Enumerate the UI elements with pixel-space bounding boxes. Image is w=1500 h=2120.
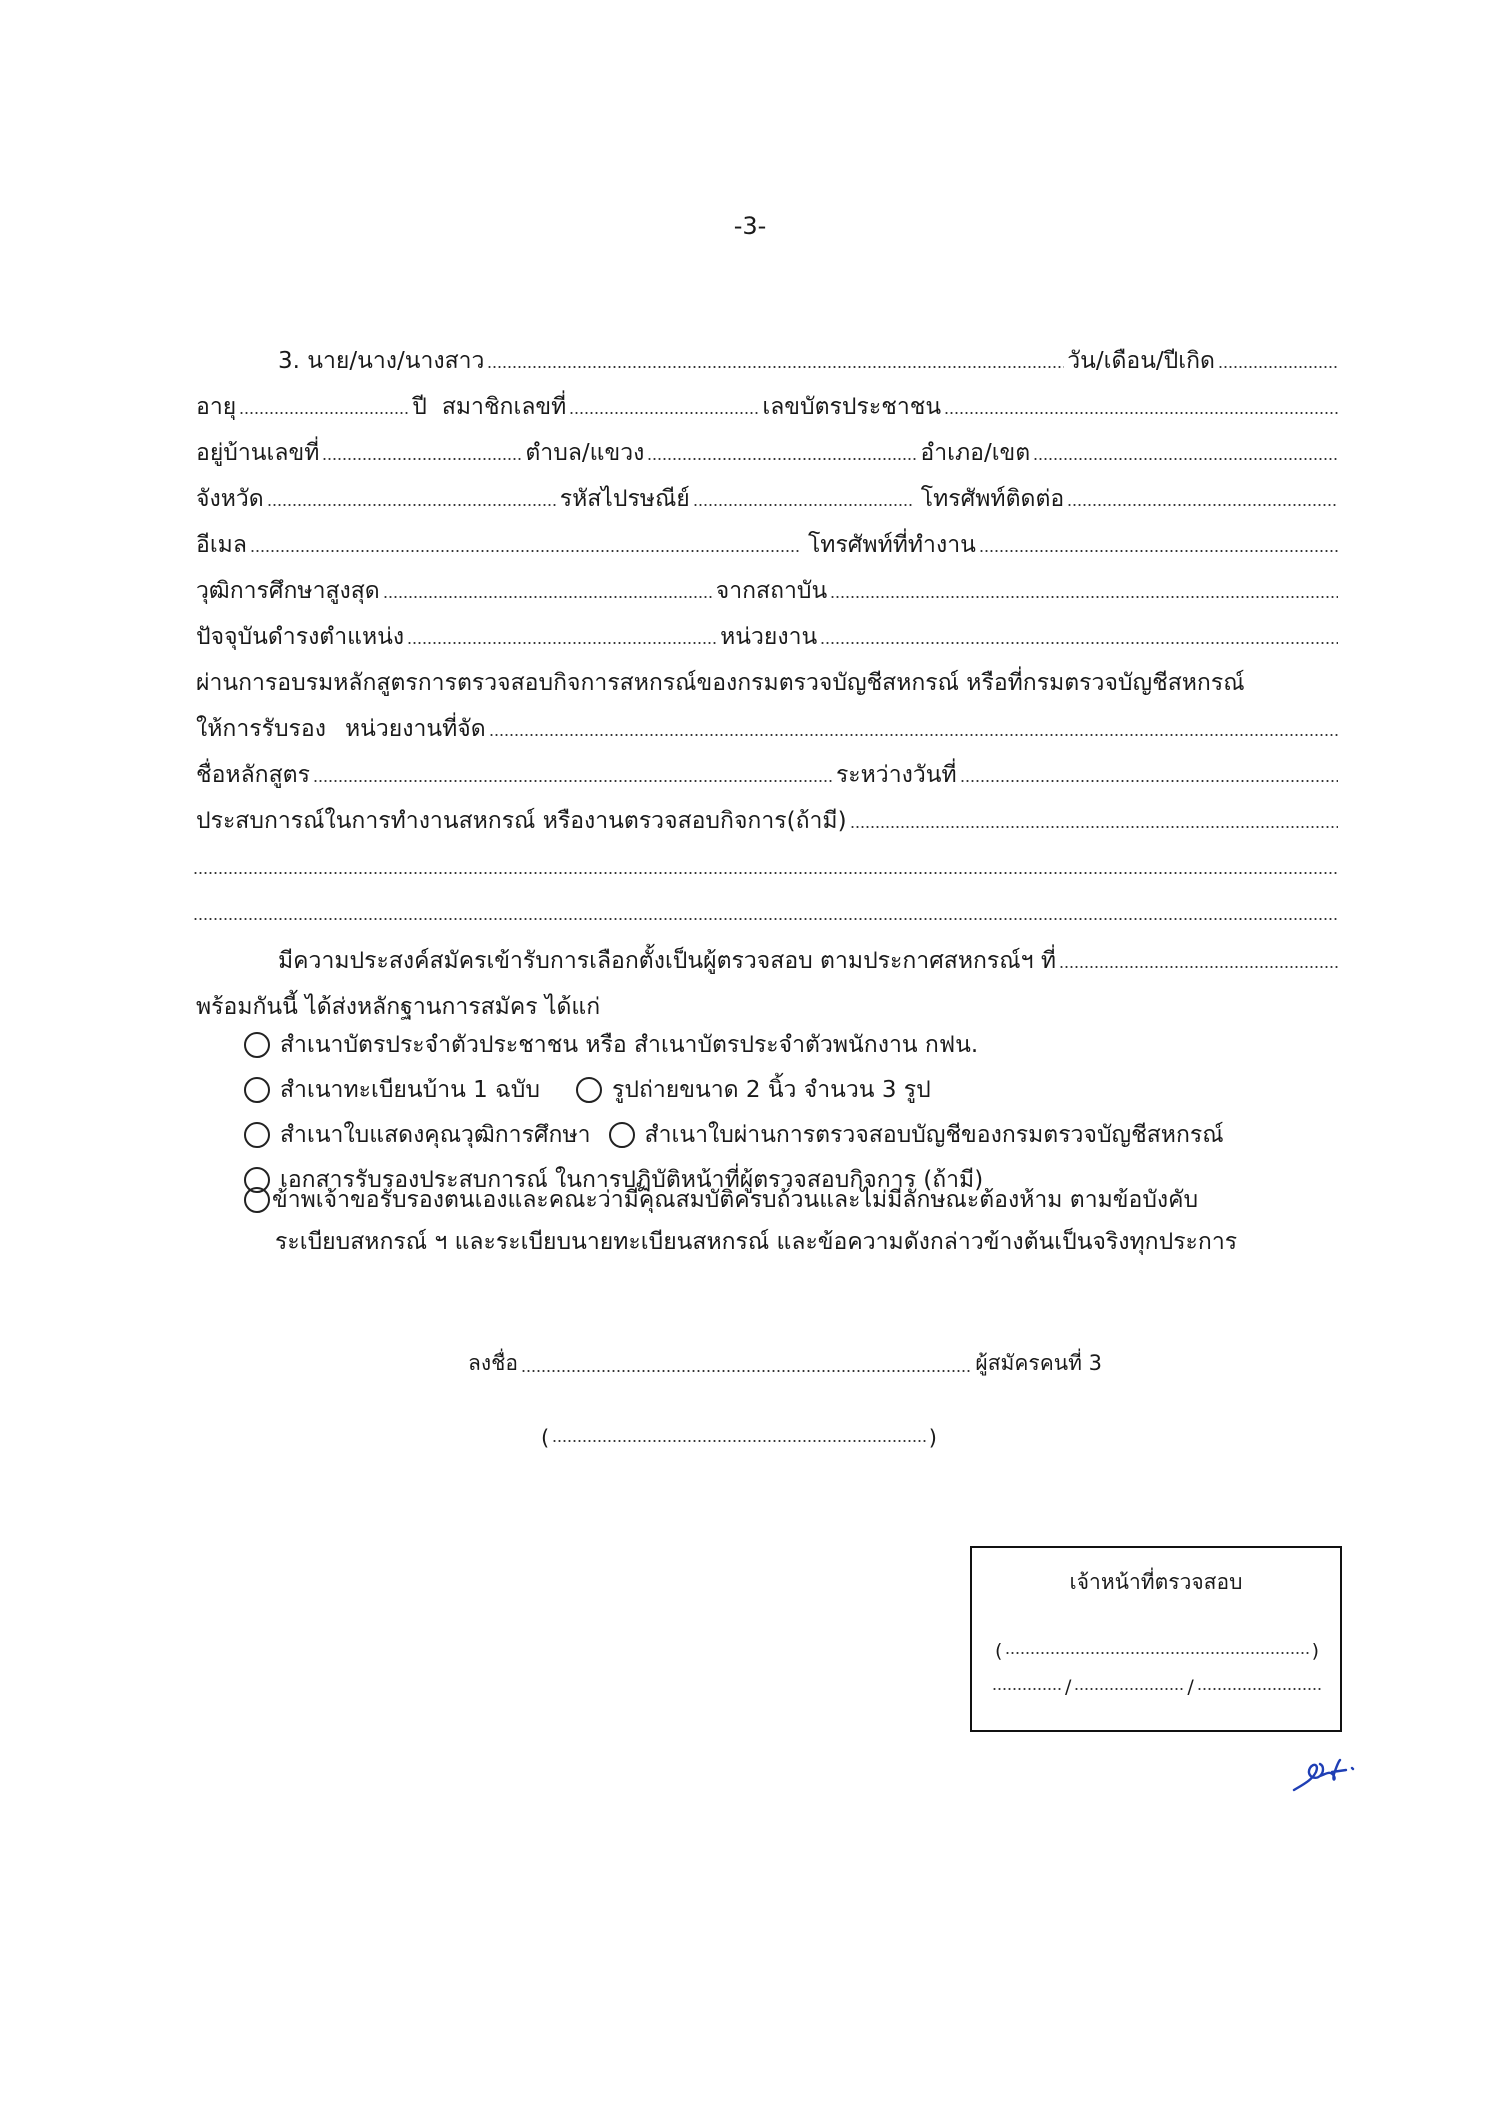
open-paren: (	[541, 1426, 550, 1450]
declaration-label-2: ระเบียบสหกรณ์ ฯ และระเบียบนายทะเบียนสหกรณ์ และข้อความดังกล่าวข้างต้นเป็นจริงทุกประการ	[275, 1229, 1238, 1255]
name-label: 3. นาย/นาง/นางสาว	[278, 348, 485, 374]
checklist-row-5	[244, 1180, 1344, 1220]
training-text: ผ่านการอบรมหลักสูตรการตรวจสอบกิจการสหกรณ์ของกรมตรวจบัญชีสหกรณ์ หรือที่กรมตรวจบัญชีสหกรณ์	[196, 670, 1245, 696]
house-reg-label: สำเนาทะเบียนบ้าน 1 ฉบับ	[280, 1077, 540, 1103]
id-copy-label: สำเนาบัตรประจำตัวประชาชน หรือ สำเนาบัตรประจำตัวพนักงาน กฟน.	[280, 1032, 979, 1058]
officer-month-field[interactable]	[1074, 1687, 1184, 1691]
applicant-label: ผู้สมัครคนที่ 3	[975, 1351, 1102, 1375]
organizer-label: หน่วยงานที่จัด	[344, 716, 486, 742]
signature-row	[465, 1340, 1105, 1380]
form-row-education	[193, 566, 1338, 606]
name-field[interactable]	[487, 365, 1064, 369]
form-row-course	[193, 750, 1338, 790]
form-row-training	[193, 658, 1338, 698]
declaration-label-1: ข้าพเจ้าขอรับรองตนเองและคณะว่ามีคุณสมบัติครบถ้วนและไม่มีลักษณะต้องห้าม ตามข้อบังคับ	[272, 1187, 1199, 1213]
province-label: จังหวัด	[196, 486, 264, 512]
form-row-email	[193, 520, 1338, 560]
close-paren: )	[928, 1426, 937, 1450]
checkbox-transcript[interactable]	[244, 1122, 270, 1148]
id-card-field[interactable]	[944, 411, 1338, 415]
checklist-row-1	[244, 1025, 1344, 1065]
form-row-address	[193, 428, 1338, 468]
officer-year-field[interactable]	[1197, 1687, 1322, 1691]
officer-day-field[interactable]	[992, 1687, 1062, 1691]
birth-field[interactable]	[1218, 365, 1338, 369]
district-field[interactable]	[1033, 457, 1338, 461]
contact-phone-field[interactable]	[1067, 503, 1338, 507]
form-row-province	[193, 474, 1338, 514]
experience-cert-label: เอกสารรับรองประสบการณ์ ในการปฏิบัติหน้าที่ผู้ตรวจสอบกิจการ (ถ้ามี)	[280, 1167, 984, 1193]
date-slash-1: /	[1065, 1676, 1072, 1698]
checkbox-audit-cert[interactable]	[609, 1122, 635, 1148]
age-label: อายุ	[196, 394, 237, 420]
experience-line-2	[193, 842, 1338, 882]
intent-label: มีความประสงค์สมัครเข้ารับการเลือกตั้งเป็นผู้ตรวจสอบ ตามประกาศสหกรณ์ฯ ที่	[278, 948, 1057, 974]
institution-field[interactable]	[830, 595, 1338, 599]
experience-label: ประสบการณ์ในการทำงานสหกรณ์ หรืองานตรวจสอบกิจการ(ถ้ามี)	[196, 808, 847, 834]
period-field[interactable]	[960, 779, 1338, 783]
form-row-organizer	[193, 704, 1338, 744]
work-phone-label: โทรศัพท์ที่ทำงาน	[807, 532, 976, 558]
transcript-label: สำเนาใบแสดงคุณวุฒิการศึกษา	[280, 1122, 591, 1148]
education-field[interactable]	[383, 595, 713, 599]
checklist-row-3	[244, 1115, 1344, 1155]
position-field[interactable]	[407, 641, 717, 645]
officer-date-row	[992, 1668, 1322, 1698]
checkbox-id-copy[interactable]	[244, 1032, 270, 1058]
date-slash-2: /	[1187, 1676, 1194, 1698]
member-no-label: สมาชิกเลขที่	[441, 394, 567, 420]
officer-name-field[interactable]	[1005, 1651, 1308, 1655]
agency-field[interactable]	[820, 641, 1338, 645]
page-number: -3-	[733, 212, 767, 240]
checklist-row-2	[244, 1070, 1344, 1110]
sign-label: ลงชื่อ	[468, 1351, 518, 1375]
officer-check-box	[970, 1546, 1342, 1732]
audit-cert-label: สำเนาใบผ่านการตรวจสอบบัญชีของกรมตรวจบัญชีสหกรณ์	[644, 1122, 1224, 1148]
photo-label: รูปถ่ายขนาด 2 นิ้ว จำนวน 3 รูป	[612, 1077, 931, 1103]
experience-field-3[interactable]	[193, 917, 1338, 921]
subdistrict-field[interactable]	[647, 457, 917, 461]
officer-title: เจ้าหน้าที่ตรวจสอบ	[1069, 1570, 1243, 1594]
experience-field[interactable]	[850, 825, 1338, 829]
email-field[interactable]	[250, 549, 800, 553]
id-card-label: เลขบัตรประชาชน	[762, 394, 942, 420]
signature-field[interactable]	[521, 1369, 972, 1373]
house-no-label: อยู่บ้านเลขที่	[196, 440, 320, 466]
officer-open-paren: (	[995, 1640, 1003, 1662]
institution-label: จากสถาบัน	[715, 578, 828, 604]
checkbox-declaration[interactable]	[244, 1187, 270, 1213]
subdistrict-label: ตำบล/แขวง	[525, 440, 645, 466]
printed-name-row	[538, 1410, 940, 1450]
certified-label: ให้การรับรอง	[196, 716, 326, 742]
checkbox-house-reg[interactable]	[244, 1077, 270, 1103]
postcode-label: รหัสไปรษณีย์	[559, 486, 690, 512]
form-row-position	[193, 612, 1338, 652]
agency-label: หน่วยงาน	[720, 624, 818, 650]
province-field[interactable]	[267, 503, 557, 507]
handwritten-signature-mark	[1290, 1750, 1370, 1800]
experience-line-3	[193, 888, 1338, 928]
postcode-field[interactable]	[693, 503, 913, 507]
birth-label: วัน/เดือน/ปีเกิด	[1067, 348, 1215, 374]
form-row-experience	[193, 796, 1338, 836]
officer-close-paren: )	[1311, 1640, 1319, 1662]
officer-name-row	[992, 1632, 1322, 1662]
course-label: ชื่อหลักสูตร	[196, 762, 310, 788]
email-label: อีเมล	[196, 532, 247, 558]
year-label: ปี	[412, 394, 427, 420]
form-row-name	[275, 336, 1338, 376]
member-no-field[interactable]	[569, 411, 759, 415]
house-no-field[interactable]	[322, 457, 522, 461]
position-label: ปัจจุบันดำรงตำแหน่ง	[196, 624, 405, 650]
form-row-docs-intro	[193, 982, 1338, 1022]
form-row-intent	[275, 936, 1338, 976]
education-label: วุฒิการศึกษาสูงสุด	[196, 578, 380, 604]
printed-name-field[interactable]	[552, 1439, 926, 1443]
district-label: อำเภอ/เขต	[920, 440, 1031, 466]
docs-intro: พร้อมกันนี้ ได้ส่งหลักฐานการสมัคร ได้แก่	[196, 994, 601, 1020]
age-field[interactable]	[239, 411, 409, 415]
contact-phone-label: โทรศัพท์ติดต่อ	[920, 486, 1065, 512]
organizer-field[interactable]	[489, 733, 1338, 737]
checkbox-photo[interactable]	[576, 1077, 602, 1103]
work-phone-field[interactable]	[979, 549, 1338, 553]
course-field[interactable]	[313, 779, 833, 783]
announcement-no-field[interactable]	[1059, 965, 1338, 969]
form-row-age	[193, 382, 1338, 422]
experience-field-2[interactable]	[193, 871, 1338, 875]
period-label: ระหว่างวันที่	[835, 762, 957, 788]
